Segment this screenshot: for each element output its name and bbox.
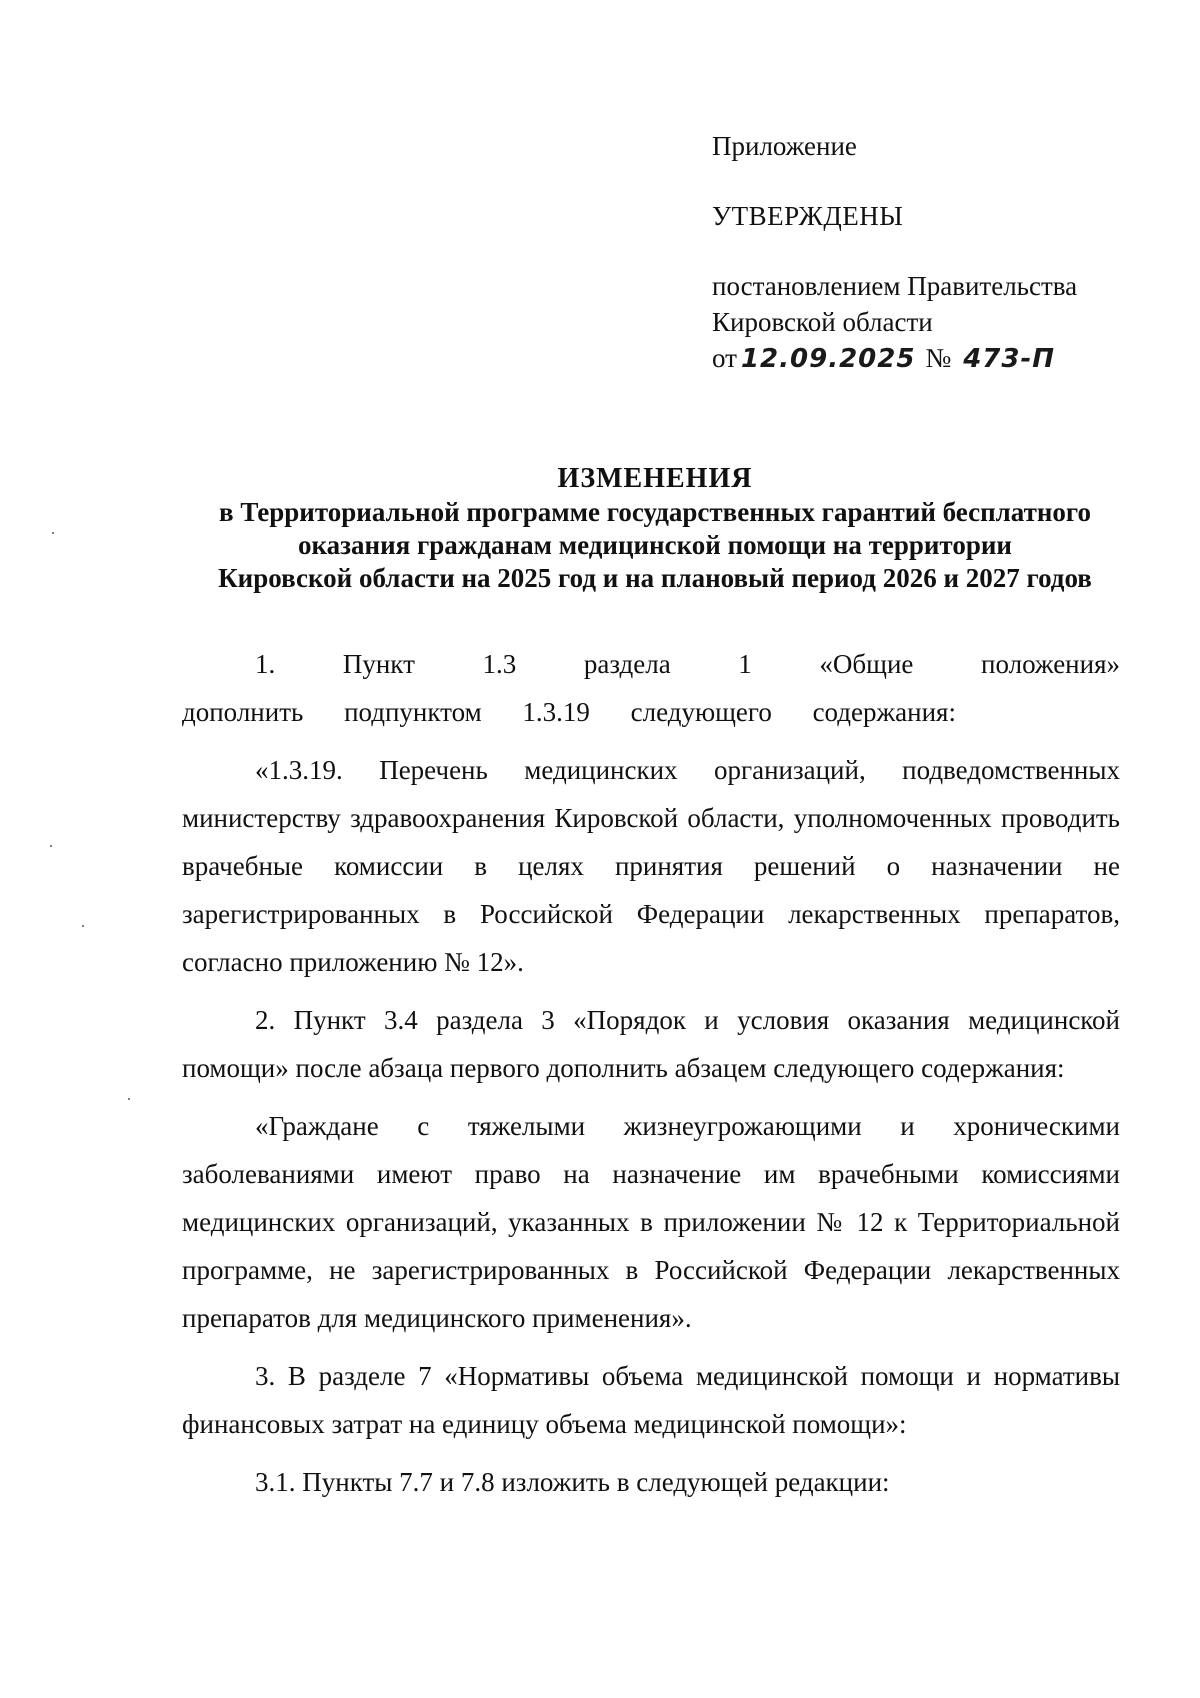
paragraph-3: 2. Пункт 3.4 раздела 3 «Порядок и условия оказания медицинской помощи» после абзаца первого дополнить абзацем следующего содержания: <box>182 1005 1120 1083</box>
date-prefix: от <box>712 343 737 373</box>
scan-speck <box>82 925 84 927</box>
document-subtitle-line-3: Кировской области на 2025 год и на плановый период 2026 и 2027 годов <box>218 563 1092 593</box>
paragraph-4: «Граждане с тяжелыми жизнеугрожающими и хроническими заболеваниями имеют право на назначение им врачебными комиссиями медицинских организаций, указанных в приложении № 12 к Территориальной программе, не зарегистрированных в Российской Федерации лекарственных препаратов для медицинского применения». <box>182 1111 1120 1333</box>
paragraph-1: 1. Пункт 1.3 раздела 1 «Общие положения» дополнить подпунктом 1.3.19 следующего содержания: <box>182 649 1120 727</box>
document-title-block <box>160 462 1150 595</box>
document-body <box>182 640 1120 1516</box>
scan-speck <box>128 1098 130 1100</box>
appendix-label: Приложение <box>712 131 857 161</box>
document-subtitle-line-2: оказания гражданам медицинской помощи на территории <box>298 530 1012 560</box>
paragraph-6: 3.1. Пункты 7.7 и 7.8 изложить в следующей редакции: <box>255 1467 890 1497</box>
scan-speck <box>52 532 54 534</box>
scan-speck <box>50 845 52 847</box>
approved-by-line-1: постановлением Правительства <box>712 271 1078 301</box>
approval-block <box>712 128 1152 377</box>
handwritten-number: 473-П <box>963 344 1056 374</box>
document-subtitle-line-1: в Территориальной программе государственных гарантий бесплатного <box>218 497 1091 527</box>
paragraph-2: «1.3.19. Перечень медицинских организаций, подведомственных министерству здравоохранения Кировской области, уполномоченных проводить врачебные комиссии в целях принятия решений о назначении не зарегистрированных в Российской Федерации лекарственных препаратов, согласно приложению № 12». <box>182 755 1120 977</box>
number-sign: № <box>925 343 952 373</box>
handwritten-date: 12.09.2025 <box>740 344 916 374</box>
approved-by-line-2: Кировской области <box>712 307 933 337</box>
approved-label: УТВЕРЖДЕНЫ <box>712 201 904 231</box>
document-title: ИЗМЕНЕНИЯ <box>557 463 753 494</box>
paragraph-5: 3. В разделе 7 «Нормативы объема медицинской помощи и нормативы финансовых затрат на единицу объема медицинской помощи»: <box>182 1361 1120 1439</box>
approval-date-line <box>712 340 1152 377</box>
